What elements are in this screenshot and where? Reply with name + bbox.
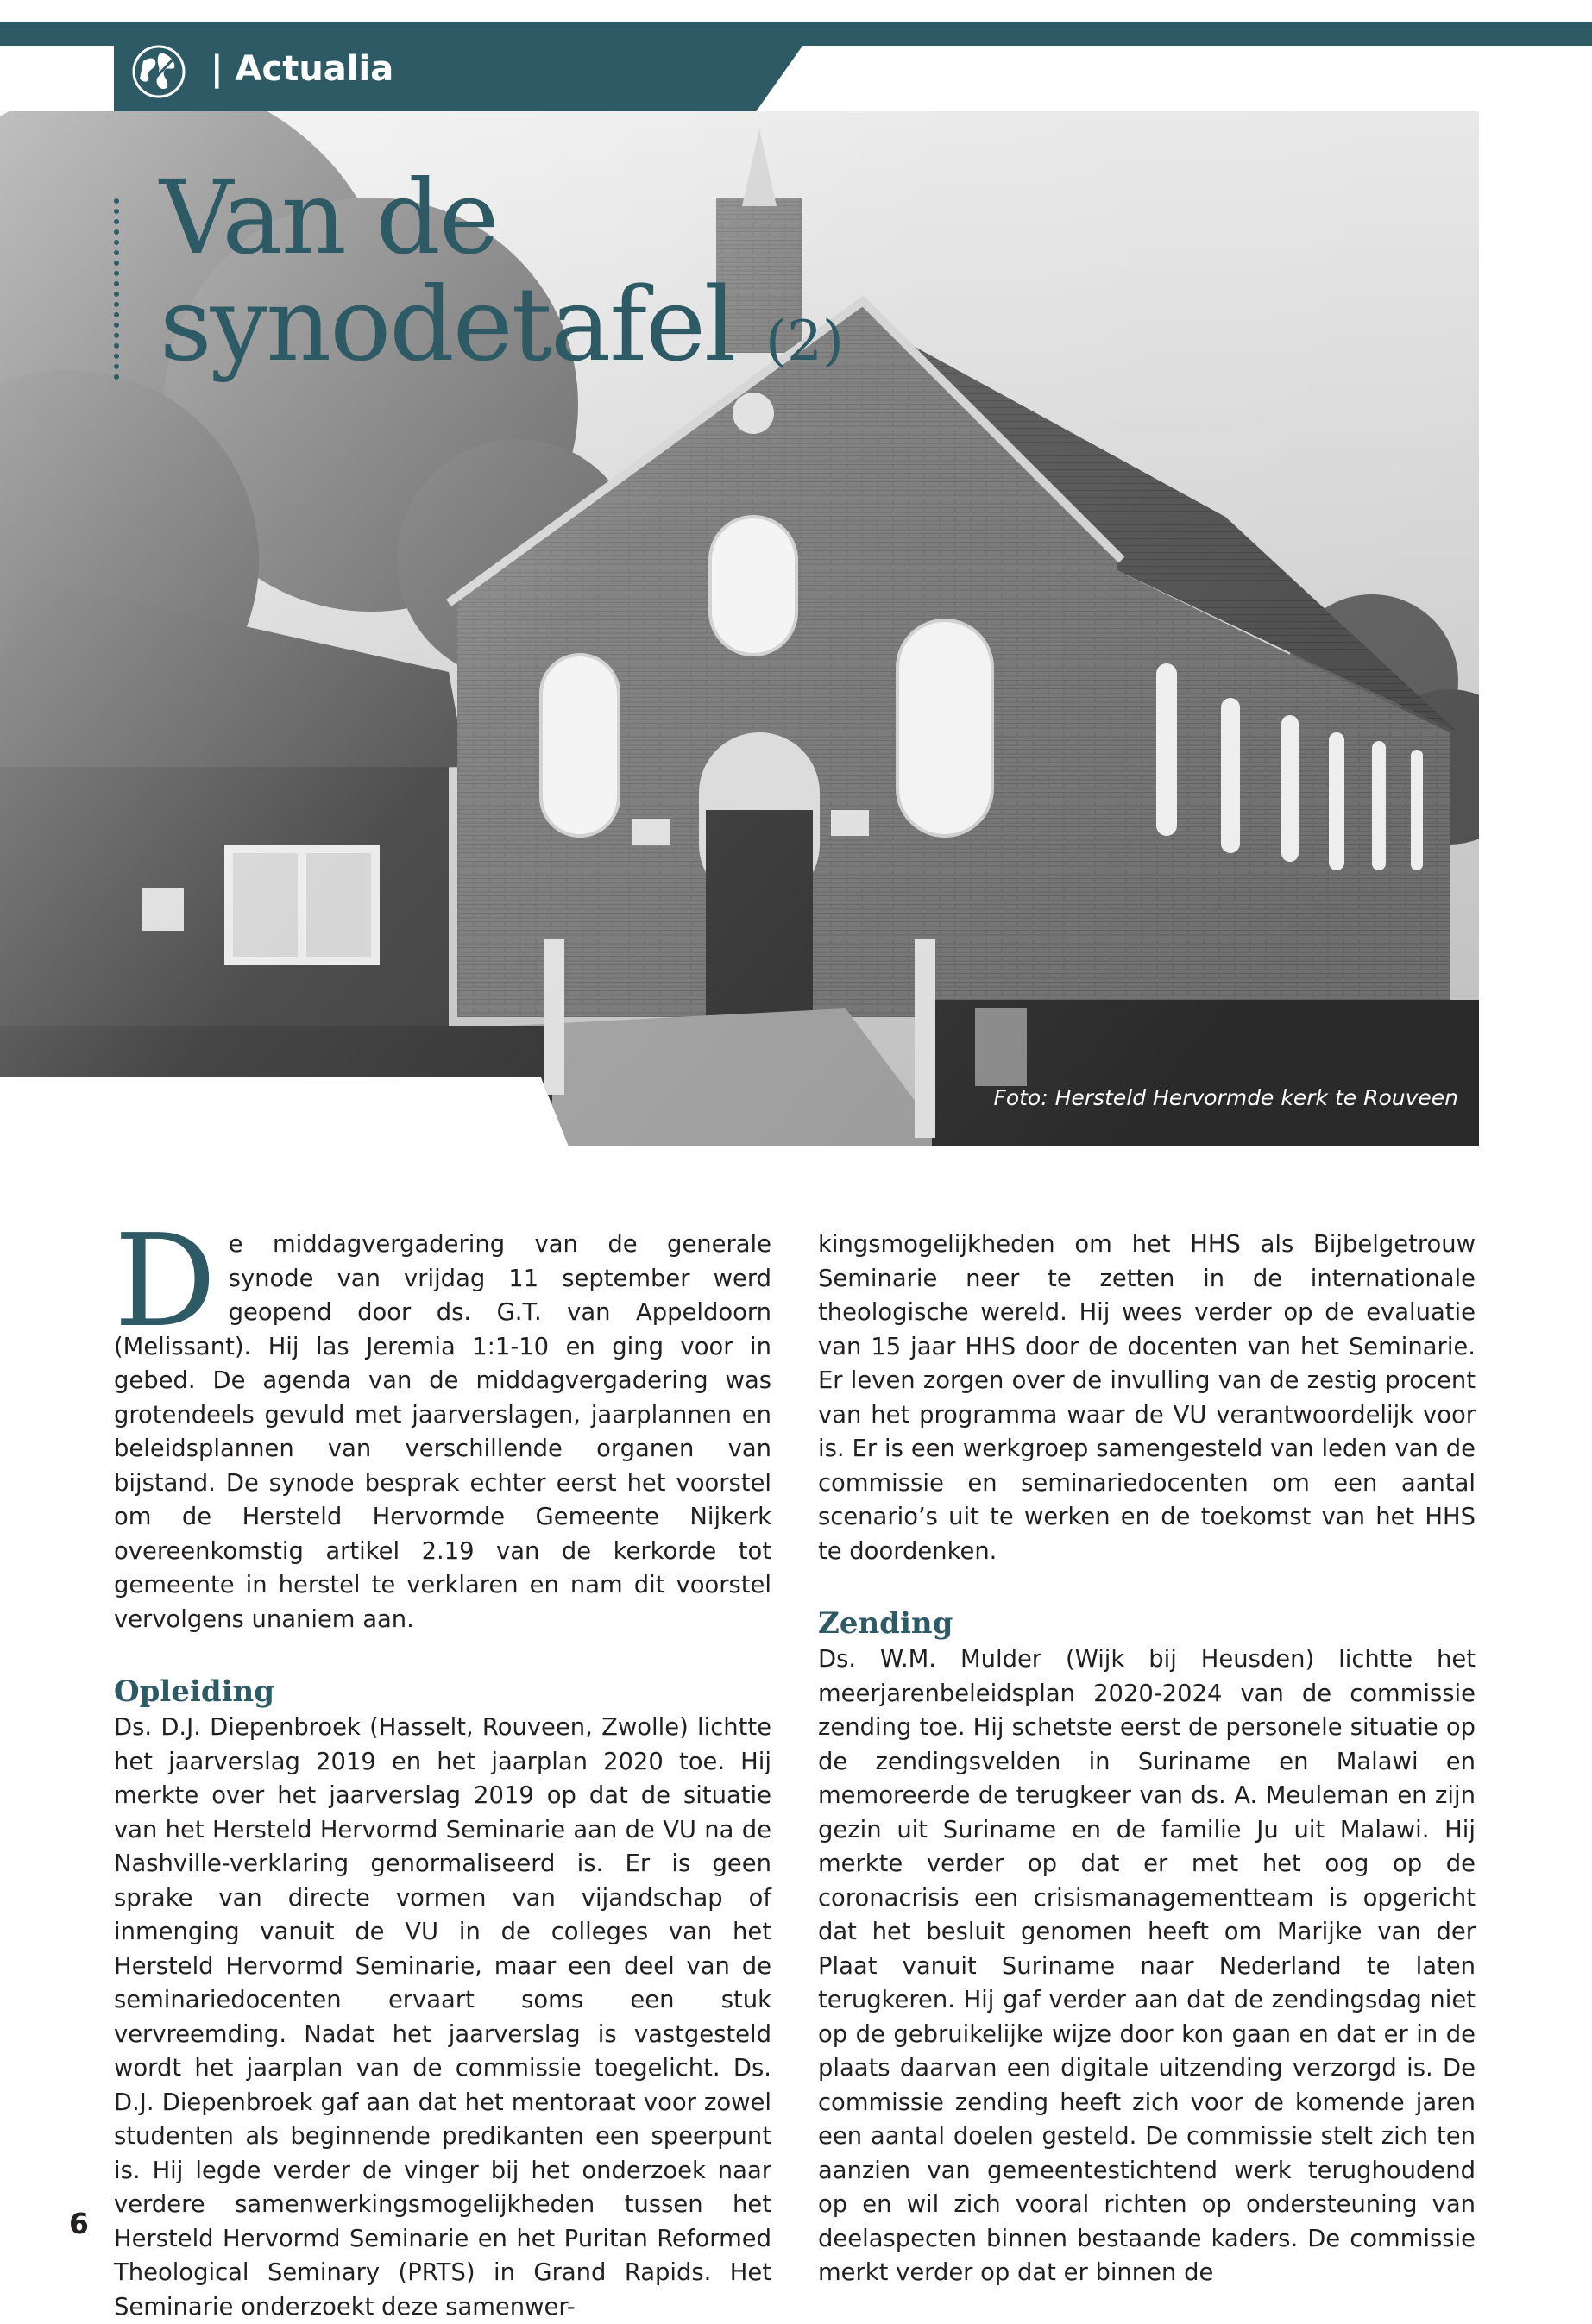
dotted-line-decoration — [114, 198, 119, 380]
article-column-left — [114, 1207, 771, 2324]
headline-line-1: Van de — [160, 158, 498, 277]
article-column-right — [818, 1228, 1476, 2290]
opleiding-continued-paragraph: kingsmogelijkheden om het HHS als Bijbelgetrouw Seminarie neer te zetten in de internationale theologische wereld. Hij wees verder op de evaluatie van 15 jaar HHS door de docenten van het Seminarie. Er leven zorgen over de invulling van de zestig procent van het programma waar de VU verantwoordelijk voor is. Er is een werkgroep samengesteld van leden van de commissie en seminariedocenten om een aantal scenario’s uit te werken en de toekomst van het HHS te doordenken. — [818, 1231, 1476, 1565]
opleiding-paragraph: Ds. D.J. Diepenbroek (Hasselt, Rouveen, Zwolle) lichtte het jaarverslag 2019 en het jaarplan 2020 toe. Hij merkte over het jaarverslag 2019 op dat de situatie van het Hersteld Hervormd Seminarie aan de VU na de Nashville-verklaring genormaliseerd is. Er is geen sprake van directe vormen van vijandschap of inmenging vanuit de VU in de colleges van het Hersteld Hervormd Seminarie, maar een deel van de seminariedocenten ervaart soms een stuk vervreemding. Nadat het jaarverslag is vastgesteld wordt het jaarplan van de commissie toegelicht. Ds. D.J. Diepenbroek gaf aan dat het mentoraat voor zowel studenten als beginnende predikanten een speerpunt is. Hij legde verder de vinger bij het onderzoek naar verdere samenwerkingsmogelijkheden tussen het Hersteld Hervormd Seminarie en het Puritan Reformed Theological Seminary (PRTS) in Grand Rapids. Het Seminarie onderzoekt deze samenwer- — [114, 1714, 771, 2321]
zending-paragraph: Ds. W.M. Mulder (Wijk bij Heusden) lichtte het meerjarenbeleidsplan 2020-2024 van de commissie zending toe. Hij schetste eerst de personele situatie op de zendingsvelden in Suriname en Malawi en memoreerde de terugkeer van ds. A. Meuleman en zijn gezin uit Suriname en de familie Ju uit Malawi. Hij merkte verder op dat er met het oog op de coronacrisis een crisismanagementteam is opgericht dat het besluit genomen heeft om Marijke van der Plaat vanuit Suriname naar Nederland te laten terugkeren. Hij gaf verder aan dat de zendingsdag niet op de gebruikelijke wijze door kon gaan en dat er in de plaats daarvan een digitale uitzending verzorgd is. De commissie zending heeft zich voor de komende jaren een aantal doelen gesteld. De commissie stelt zich ten aanzien van gemeentestichtend werk terughoudend op en wil zich vooral richten op ondersteuning van deelaspecten binnen bestaande kaders. De commissie merkt verder op dat er binnen de — [818, 1646, 1476, 2286]
globe-icon — [131, 44, 186, 99]
headline — [160, 158, 844, 395]
intro-paragraph — [114, 1207, 771, 1636]
subheading-zending: Zending — [818, 1606, 953, 1641]
headline-part-number: (2) — [765, 310, 844, 374]
intro-text: e middagvergadering van de generale synode van vrijdag 11 september werd geopend door ds. G.T. van Appeldoorn (Melissant). Hij las Jeremia 1:1-10 en ging voor in gebed. De agenda van de middagvergadering was grotendeels gevuld met jaarverslagen, jaarplannen en beleidsplannen van verschillende organen van bijstand. De synode besprak echter eerst het voorstel om de Hersteld Hervormde Gemeente Nijkerk overeenkomstig artikel 2.19 van de kerkorde tot gemeente in herstel te verklaren en nam dit voorstel vervolgens unaniem aan. — [114, 1231, 771, 1633]
photo-caption: Foto: Hersteld Hervormde kerk te Rouveen — [993, 1085, 1458, 1110]
page-number: 6 — [69, 2207, 89, 2240]
subheading-opleiding: Opleiding — [114, 1674, 275, 1709]
headline-line-2: synodetafel — [160, 265, 735, 384]
section-title: | Actualia — [211, 49, 394, 89]
drop-cap: D — [114, 1207, 217, 1355]
